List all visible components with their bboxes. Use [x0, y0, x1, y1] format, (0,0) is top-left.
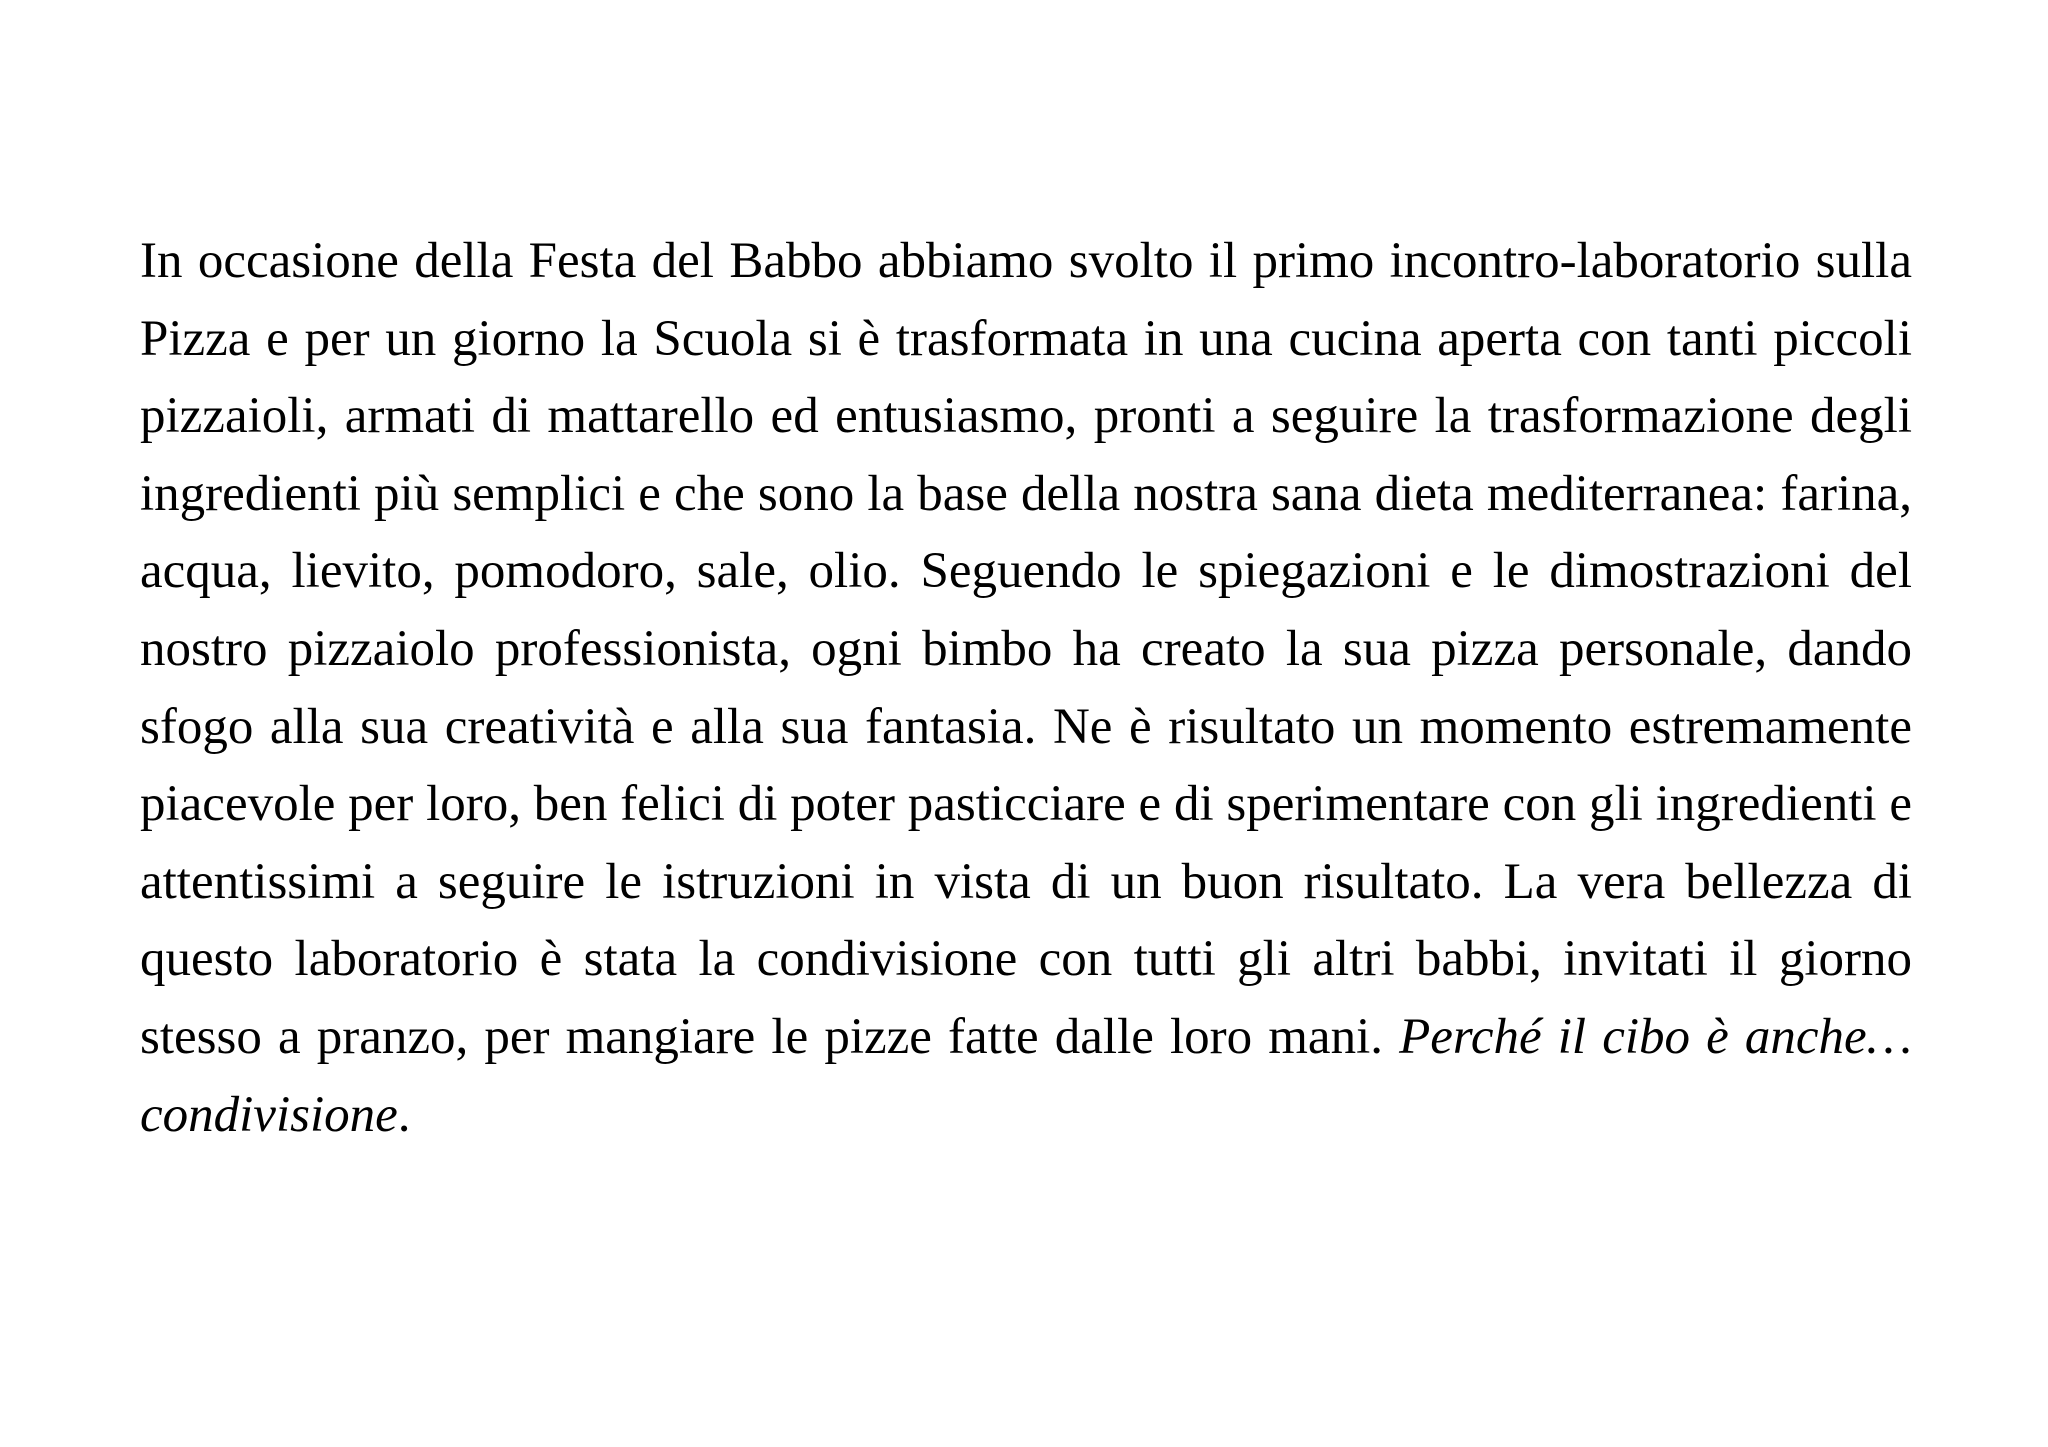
paragraph-main-text: In occasione della Festa del Babbo abbiamo svolto il primo incontro-laboratorio sulla Pizza e per un giorno la Scuola si è trasformata in una cucina aperta con tanti piccoli pizzaioli, armati di mattarello ed entusiasmo, pronti a seguire la trasformazione degli ingredienti più semplici e che sono la base della nostra sana dieta mediterranea: farina, acqua, lievito, pomodoro, sale, olio. Seguendo le spiegazioni e le dimostrazioni del nostro pizzaiolo professionista, ogni bimbo ha creato la sua pizza personale, dando sfogo alla sua creatività e alla sua fantasia. Ne è risultato un momento estremamente piacevole per loro, ben felici di poter pasticciare e di sperimentare con gli ingredienti e attentissimi a seguire le istruzioni in vista di un buon risultato. La vera bellezza di questo laboratorio è stata la condivisione con tutti gli altri babbi, invitati il giorno stesso a pranzo, per mangiare le pizze fatte dalle loro mani.	[140, 233, 1912, 1065]
body-paragraph	[140, 223, 1912, 1154]
paragraph-italic-closing: Perché il cibo è anche… condivisione	[140, 1008, 1913, 1143]
paragraph-end-punctuation: .	[397, 1086, 411, 1143]
